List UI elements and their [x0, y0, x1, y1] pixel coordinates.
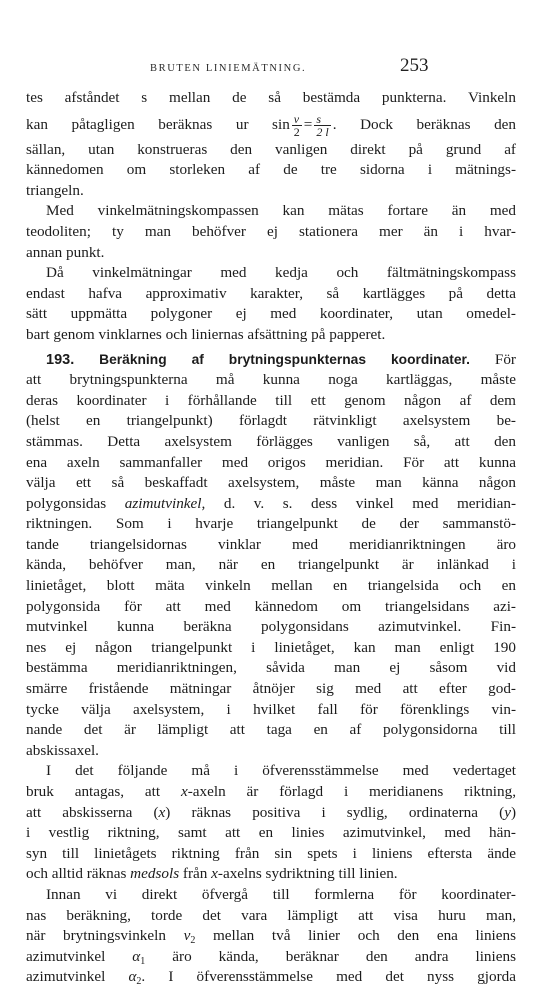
text-line: triangeln.: [26, 181, 84, 199]
section-title: Beräkning af brytningspunkternas koordinater.: [99, 351, 470, 367]
text-line: i vestlig riktning, samt att en linies azimutvinkel, med hän-: [26, 824, 516, 842]
subscript: 2: [190, 935, 196, 947]
equals-sign: =: [303, 115, 313, 133]
text-line: tande triangelsidornas vinklar med meridianriktningen äro: [26, 535, 516, 553]
math-symbol: α: [132, 947, 141, 965]
text-line: Då vinkelmätningar med kedja och fältmätningskompass: [46, 264, 516, 282]
text-line: syn till linietågets riktning från sin spets i liniens efterstа ände: [26, 844, 516, 862]
text-line: ena axeln sammanfaller med origos meridian. För att kunna: [26, 453, 516, 471]
text-segment: mellan två linier och den ena liniens: [212, 927, 517, 945]
text-line: (helst en triangelpunkt) förlagdt rätvinkligt axelsystem be-: [26, 412, 516, 430]
math-symbol: x: [158, 803, 166, 821]
fraction-numerator: v: [292, 113, 302, 126]
text-line: bestämma meridianriktningen, såvida man ej såsom vid: [26, 659, 516, 677]
text-segment: azimutvinkel: [26, 947, 106, 965]
text-segment: -axelns sydriktning till linien.: [217, 865, 398, 883]
math-symbol: α: [128, 968, 137, 986]
formula-line: [26, 109, 516, 140]
text-line: [26, 864, 516, 885]
text-line: [26, 926, 516, 947]
text-segment: ): [510, 803, 516, 821]
text-line: Med vinkelmätningskompassen kan mätas fortare än med: [46, 202, 516, 220]
text-line: teodoliten; ty man behöfver ej stationera mer än i hvar-: [26, 222, 516, 240]
text-segment: kan påtagligen beräknas ur sin: [26, 115, 290, 133]
text-line: att brytningspunkterna må kunna noga kartläggas, måste: [26, 371, 516, 389]
text-line: nas beräkning, torde det vara lämpligt att visa huru man,: [26, 906, 516, 924]
math-symbol: x: [211, 865, 218, 883]
text-line: [26, 782, 516, 803]
subscript: 2: [136, 976, 142, 988]
text-segment: azimutvinkel: [26, 968, 106, 986]
text-line: sällan, utan konstrueras den vanligen direkt på grund af: [26, 140, 516, 158]
fraction-denominator: 2: [293, 124, 300, 139]
text-line: stämmas. Detta axelsystem förlägges vanligen så, att den: [26, 432, 516, 450]
text-line: riktningen. Som i hvarje triangelpunkt de der sammanstö-: [26, 515, 516, 533]
fraction-v-over-2: [292, 113, 302, 138]
section-number: 193.: [46, 351, 75, 368]
text-segment: . Dock beräknas den: [332, 115, 516, 133]
text-line: kännedomen om storleken af de tre sidorna i mätnings-: [26, 161, 516, 179]
text-line: smärre fristående mätningar åtnöjer sig med att efter god-: [26, 680, 516, 698]
fraction-denominator: 2 l: [316, 124, 329, 139]
text-line: bart genom vinklarnes och liniernas afsättning på papperet.: [26, 325, 386, 343]
text-line: polygonsida för att med kännedom om triangelsidans azi-: [26, 597, 516, 615]
math-symbol: y: [504, 803, 511, 821]
section-heading-line: [26, 350, 516, 371]
text-line: [26, 967, 516, 988]
text-line: annan punkt.: [26, 243, 105, 261]
text-line: tycke välja axelsystem, i hvilket fall för förenklings vin-: [26, 700, 516, 718]
fraction-numerator: s: [314, 113, 330, 126]
text-segment: d. v. s. dess vinkel med meridian-: [223, 494, 517, 512]
text-line: nande det är lämpligt att taga en af polygonsidorna till: [26, 721, 516, 739]
text-line: abskissaxel.: [26, 741, 99, 759]
text-segment: . I öfverensstämmelse med det nyss gjorda: [141, 968, 517, 986]
text-segment: och alltid räknas: [26, 865, 127, 883]
text-line: [26, 494, 516, 515]
text-segment: ) räknas positiva i sydlig, ordinaterna (: [165, 803, 505, 821]
text-segment: äro kända, beräknar den andra liniens: [172, 947, 516, 965]
text-line: [26, 803, 516, 824]
italic-term: medsols: [130, 865, 180, 883]
text-line: tes afståndet s mellan de så bestämda punkterna. Vinkeln: [26, 89, 516, 106]
text-line: välja ett så beskaffadt axelsystem, måste man känna någon: [26, 474, 516, 492]
page-number: 253: [400, 55, 429, 76]
math-symbol: x: [180, 783, 188, 800]
text-line: I det följande må i öfverensstämmelse med vedertaget: [46, 762, 516, 780]
text-segment: från: [182, 865, 208, 883]
fraction-s-over-2l: [314, 113, 330, 138]
text-line: [26, 947, 516, 968]
text-line: Innan vi direkt öfvergå till formlerna för koordinater-: [46, 885, 516, 903]
text-line: deras koordinater i förhållande till ett genom någon af dem: [26, 391, 516, 409]
text-segment: att abskisserna (: [26, 803, 159, 821]
text-line: endast hafva approximativ karakter, så kartlägges på detta: [26, 284, 516, 302]
text-segment: För: [494, 350, 516, 368]
body-text: [26, 88, 516, 988]
text-segment: -axeln är förlagd i meridianens riktning,: [187, 783, 517, 800]
text-segment: när brytningsvinkeln: [26, 927, 166, 945]
text-line: nes ej någon triangelpunkt i linietåget, kan man enligt 190: [26, 638, 516, 656]
text-segment: bruk antagas, att: [26, 783, 161, 800]
subscript: 1: [140, 955, 146, 967]
running-head: BRUTEN LINIEMÄTNING.: [150, 63, 307, 74]
page-header: [0, 55, 546, 79]
text-line: linietåget, blott mäta vinkeln mellan en triangelsida och en: [26, 577, 516, 595]
math-symbol: v: [183, 927, 191, 945]
text-line: mutvinkel kunna beräkna polygonsidans azimutvinkel. Fin-: [26, 618, 516, 636]
text-line: sätt uppmätta polygoner ej med koordinater, utan omedel-: [26, 305, 516, 323]
text-segment: polygonsidas: [26, 494, 107, 512]
italic-term: azimutvinkel,: [124, 494, 206, 512]
text-line: kända, behöfver man, när en triangelpunkt är inlänkad i: [26, 556, 516, 574]
